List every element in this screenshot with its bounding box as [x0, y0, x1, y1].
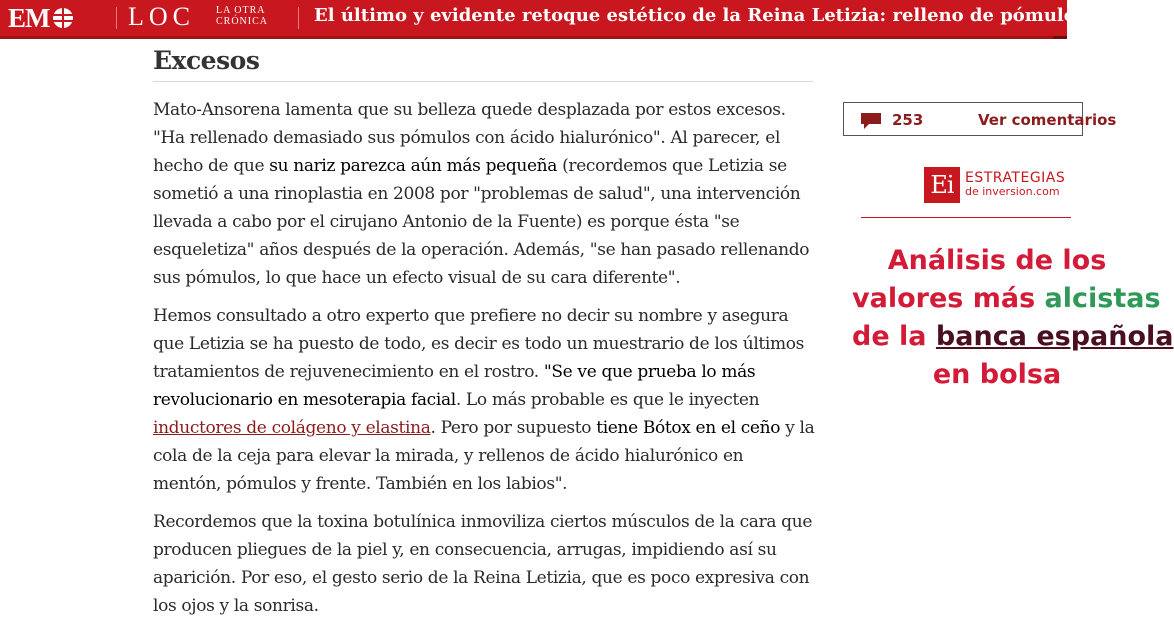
- top-bar: [0, 0, 1086, 39]
- ad-line2-text: valores más: [852, 283, 1045, 314]
- comment-icon: [860, 112, 882, 134]
- article-body: [153, 46, 813, 620]
- ad-line3-highlight: banca española: [935, 321, 1174, 352]
- paragraph-text: Mato-Ansorena lamenta que su belleza quede desplazada por estos excesos. "Ha rellenado demasiado sus pómulos con ácido hialurónico". Al parecer, el hecho de que: [153, 100, 786, 176]
- view-comments-link[interactable]: Ver comentarios: [978, 111, 1117, 129]
- ad-logo-text: [965, 172, 1065, 198]
- ad-headline[interactable]: [852, 242, 1174, 394]
- ad-line3-text: de la: [852, 321, 936, 352]
- paragraph-text: Recordemos que la toxina botulínica inmoviliza ciertos músculos de la cara que producen pliegues de la piel y, en consecuencia, arrugas, impidiendo así su aparición. Por eso, el gesto serio de la Reina Letizia, que es poco expresiva con los ojos y la sonrisa.: [153, 512, 813, 616]
- ad-line2: [852, 280, 1161, 318]
- paragraph: [153, 96, 815, 292]
- ad-logo-line2: de inversion.com: [965, 185, 1060, 198]
- article-headline: El último y evidente retoque estético de la Reina Letizia: relleno de pómulos: [314, 5, 1086, 26]
- ad-line3: [852, 318, 1174, 356]
- ad-line2-highlight: alcistas: [1044, 283, 1161, 314]
- paragraph-text: Hemos consultado a otro experto que prefiere no decir su nombre y asegura que Letizia se ha puesto de todo, es decir es todo un muestrario de los últimos tratamientos de rejuvenecimiento en el rostro.: [153, 306, 805, 382]
- brand-em-text: EM: [8, 2, 50, 33]
- ad-logo[interactable]: [924, 167, 1065, 203]
- section-title: Excesos: [153, 46, 813, 82]
- loc-subtitle-line1: LA OTRA: [216, 5, 266, 16]
- ad-divider: [861, 217, 1071, 218]
- paragraph: [153, 302, 815, 498]
- topbar-tab-indicator: [1053, 36, 1067, 39]
- ad-logo-line1: ESTRATEGIAS: [965, 170, 1066, 186]
- globe-icon: [52, 7, 74, 29]
- paragraph-text: . Lo más probable es que le inyecten: [455, 390, 760, 410]
- topbar-divider: [298, 7, 299, 29]
- highlighted-text: "Se ve que prueba lo más revolucionario en mesoterapia facial: [153, 362, 756, 410]
- paragraph-text: y la cola de la ceja para elevar la mirada, y rellenos de ácido hialurónico en mentón, pómulos y frente. También en los labios".: [153, 418, 815, 494]
- comment-count: 253: [892, 111, 924, 129]
- ad-logo-mark: Ei: [924, 167, 960, 203]
- paragraph-text: (recordemos que Letizia se sometió a una rinoplastia en 2008 por "problemas de salud", una intervención llevada a cabo por el cirujano Antonio de la Fuente) es porque ésta "se esqueletiza" años después de la operación. Además, "se han pasado rellenando sus pómulos, lo que hace un efecto visual de su cara diferente".: [153, 156, 810, 288]
- inline-article-link[interactable]: inductores de colágeno y elastina: [153, 418, 431, 438]
- loc-subtitle-line2: CRÓNICA: [216, 16, 269, 27]
- paragraph: [153, 508, 815, 620]
- highlighted-text: su nariz parezca aún más pequeña: [269, 156, 558, 176]
- ad-line1: Análisis de los: [887, 245, 1107, 276]
- topbar-divider: [116, 7, 117, 29]
- loc-subtitle: [216, 5, 268, 27]
- paragraph-text: . Pero por supuesto: [430, 418, 597, 438]
- loc-logo[interactable]: LOC: [128, 2, 195, 31]
- comments-button[interactable]: [843, 102, 1117, 136]
- ad-line4: en bolsa: [932, 359, 1062, 390]
- el-mundo-logo[interactable]: [8, 3, 74, 33]
- highlighted-text: tiene Bótox en el ceño: [596, 418, 781, 438]
